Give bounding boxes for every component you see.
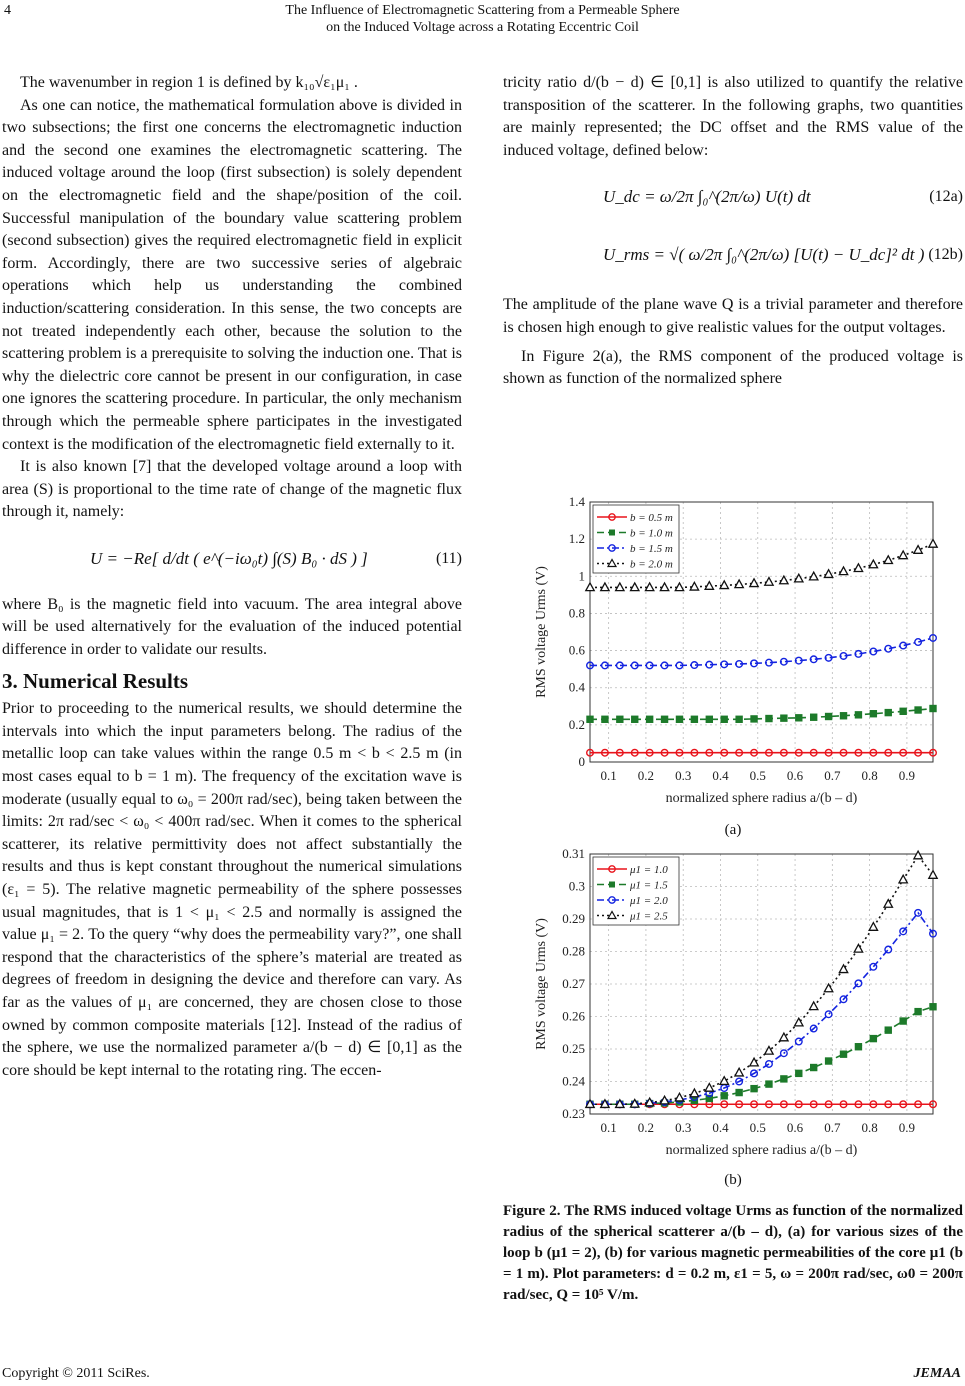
data-point — [914, 851, 922, 859]
series-line — [590, 910, 933, 1104]
series-line — [590, 709, 933, 720]
data-point — [617, 716, 623, 722]
data-point — [735, 580, 743, 588]
data-point — [855, 980, 862, 987]
y-tick-label: 0.27 — [562, 976, 585, 991]
data-point — [884, 556, 892, 564]
data-point — [929, 871, 937, 879]
paragraph: It is also known [7] that the developed voltage around a loop with area (S) is proportional to the time rate of change of the magnetic flux through it, namely: — [2, 458, 462, 521]
data-point — [855, 712, 861, 718]
copyright: Copyright © 2011 SciRes. — [2, 1366, 150, 1381]
data-point — [870, 711, 876, 717]
x-tick-label: 0.6 — [786, 1120, 804, 1135]
y-tick-label: 1.4 — [568, 494, 585, 509]
data-point — [765, 578, 773, 586]
data-point — [870, 1035, 876, 1041]
data-point — [766, 715, 772, 721]
data-point — [840, 1051, 846, 1057]
data-point — [929, 539, 937, 547]
data-point — [840, 713, 846, 719]
data-point — [930, 1004, 936, 1010]
data-point — [781, 1076, 787, 1082]
equation-number: (11) — [435, 549, 462, 567]
data-point — [646, 716, 652, 722]
y-tick-label: 1.2 — [568, 531, 585, 547]
figure-2b — [503, 842, 963, 1172]
x-tick-label: 0.5 — [749, 768, 766, 783]
legend-label: b = 2.0 m — [630, 558, 673, 571]
x-tick-label: 0.1 — [600, 1120, 617, 1135]
data-point — [750, 579, 758, 587]
paragraph: In Figure 2(a), the RMS component of the produced voltage is shown as function of the normalized sphere — [503, 347, 963, 388]
data-point — [809, 1002, 817, 1010]
data-point — [586, 583, 594, 591]
data-point — [825, 1058, 831, 1064]
data-point — [721, 716, 727, 722]
running-title-line2: on the Induced Voltage across a Rotating Eccentric Coil — [326, 20, 639, 35]
chart-a — [503, 490, 963, 820]
x-tick-label: 0.4 — [712, 768, 729, 783]
journal-name: JEMAA — [913, 1366, 961, 1381]
data-point — [795, 1018, 803, 1026]
data-point — [587, 716, 593, 722]
y-tick-label: 0.26 — [562, 1008, 585, 1024]
y-tick-label: 0.6 — [568, 642, 585, 658]
data-point — [869, 923, 877, 931]
x-tick-label: 0.9 — [898, 768, 916, 783]
y-tick-label: 0.3 — [568, 878, 585, 894]
legend-marker — [609, 530, 615, 536]
x-tick-label: 0.1 — [600, 768, 617, 783]
data-point — [751, 1085, 757, 1091]
data-point — [690, 1089, 698, 1097]
data-point — [781, 715, 787, 721]
figure-b-label: (b) — [724, 1172, 742, 1188]
x-tick-label: 0.3 — [675, 1120, 692, 1135]
x-tick-label: 0.2 — [637, 768, 655, 783]
data-point — [900, 1018, 906, 1024]
data-point — [736, 716, 742, 722]
x-tick-label: 0.7 — [824, 768, 841, 783]
equation-11 — [2, 534, 462, 588]
x-tick-label: 0.6 — [786, 768, 804, 783]
data-point — [795, 1038, 802, 1045]
legend-label: μ1 = 1.5 — [630, 879, 668, 892]
data-point — [795, 574, 803, 582]
data-point — [915, 707, 921, 713]
y-tick-label: 0.28 — [562, 943, 585, 959]
y-tick-label: 0.25 — [562, 1041, 585, 1056]
x-tick-label: 0.3 — [675, 768, 692, 783]
data-point — [796, 1070, 802, 1076]
data-point — [824, 570, 832, 578]
x-tick-label: 0.9 — [898, 1120, 916, 1135]
y-axis-label: RMS voltage Urms (V) — [534, 918, 549, 1050]
data-point — [780, 576, 788, 584]
legend-marker — [609, 882, 615, 888]
data-point — [751, 716, 757, 722]
figure-a-label: (a) — [724, 822, 742, 838]
legend-label: μ1 = 1.0 — [630, 864, 668, 876]
series-line — [590, 638, 933, 665]
data-point — [810, 714, 816, 720]
data-point — [825, 1011, 832, 1018]
x-tick-label: 0.8 — [861, 1120, 878, 1135]
data-point — [691, 716, 697, 722]
data-point — [632, 716, 638, 722]
series-line — [590, 1007, 933, 1105]
legend-label: b = 0.5 m — [630, 512, 673, 524]
data-point — [661, 716, 667, 722]
data-point — [839, 567, 847, 575]
x-tick-label: 0.4 — [712, 1120, 729, 1135]
x-tick-label: 0.5 — [749, 1120, 766, 1135]
x-axis-label: normalized sphere radius a/(b – d) — [665, 791, 858, 806]
y-tick-label: 0.29 — [562, 911, 585, 926]
x-tick-label: 0.8 — [861, 768, 878, 783]
legend-label: μ1 = 2.5 — [630, 910, 668, 923]
data-point — [766, 1081, 772, 1087]
data-point — [930, 705, 936, 711]
paragraph: As one can notice, the mathematical formulation above is divided in two subsections; the first one concerns the electromagnetic induction and the second one examines the electromagnetic scattering. The induced voltage around the loop (first subsection) is solely dependent on the electromagnetic field and the shape/position of the coil. Successful manipulation of the boundary value scattering problem (second subsection) gives the required electromagnetic field in explicit form. Accordingly, there are two successive series of algebraic operations which help us understanding the combined induction/scattering consideration. In this sense, the two concepts are not treated independently each other, because the solution to the scattering problem is a prerequisite to solving the induction one. That is why the dielectric core cannot be present in our configuration, in case one ignores the scattering procedure. In particular, the only mechanism through which the permeable sphere participates in the investigated context is the modification of the electromagnetic field externally to it. — [2, 96, 462, 453]
data-point — [705, 1084, 713, 1092]
data-point — [885, 1027, 891, 1033]
y-tick-label: 1 — [578, 568, 585, 584]
paragraph: where B₀ is the magnetic field into vacuum. The area integral above will be used alternatively for the evaluation of the induced potential difference in order to validate our results. — [2, 595, 462, 659]
paragraph: The amplitude of the plane wave Q is a trivial parameter and therefore is chosen high enough to give realistic values for the output voltages. — [503, 296, 963, 336]
y-tick-label: 0.23 — [562, 1106, 585, 1121]
data-point — [915, 1008, 921, 1014]
data-point — [855, 1044, 861, 1050]
equation-12b — [503, 230, 963, 284]
data-point — [869, 560, 877, 568]
right-column — [503, 72, 963, 391]
y-tick-label: 0.31 — [562, 846, 585, 861]
data-point — [750, 1058, 758, 1066]
figure-2a — [503, 490, 963, 820]
data-point — [900, 708, 906, 714]
data-point — [854, 564, 862, 572]
legend-label: b = 1.5 m — [630, 543, 673, 555]
data-point — [899, 875, 907, 883]
equation-12a — [503, 172, 963, 226]
data-point — [824, 984, 832, 992]
data-point — [854, 944, 862, 952]
section-title: 3. Numerical Results — [2, 668, 189, 693]
y-axis-label: RMS voltage Urms (V) — [534, 566, 549, 698]
x-axis-label: normalized sphere radius a/(b – d) — [665, 1143, 858, 1158]
data-point — [885, 946, 892, 953]
equation-text: U = −Re[ d/dt ( e^(−iω₀t) ∫(S) B₀ · dS ) ] — [90, 548, 368, 568]
figure-caption: Figure 2. The RMS induced voltage Urms as function of the normalized radius of the spherical scatterer a/(b – d), (a) for various sizes of the loop b (μ1 = 2), (b) for various magnetic permeabilities of the core μ1 (b = 1 m). Plot parameters: d = 0.2 m, ε1 = 5, ω = 200π rad/sec, ω0 = 200π rad/sec, Q = 10⁵ V/m. — [503, 1203, 963, 1303]
legend-label: μ1 = 2.0 — [630, 895, 668, 907]
data-point — [839, 965, 847, 973]
data-point — [796, 715, 802, 721]
data-point — [885, 709, 891, 715]
page-number: 4 — [4, 3, 11, 18]
left-column — [2, 72, 462, 1082]
data-point — [675, 1093, 683, 1101]
data-point — [899, 551, 907, 559]
data-point — [706, 716, 712, 722]
data-point — [736, 1089, 742, 1095]
data-point — [676, 716, 682, 722]
y-tick-label: 0.2 — [568, 716, 585, 732]
y-tick-label: 0.8 — [568, 605, 585, 621]
y-tick-label: 0.24 — [562, 1073, 585, 1089]
data-point — [810, 1064, 816, 1070]
data-point — [602, 716, 608, 722]
x-tick-label: 0.2 — [637, 1120, 655, 1135]
equation-number: (12a) — [929, 188, 963, 206]
equation-text: U_dc = ω/2π ∫₀^(2π/ω) U(t) dt — [603, 187, 811, 207]
paragraph: The wavenumber in region 1 is defined by k₁₀√ε₁μ₁ . — [20, 74, 358, 91]
paragraph: tricity ratio d/(b − d) ∈ [0,1] is also utilized to quantify the relative transposition of the scatterer. In the following graphs, two quantities are mainly represented; the DC offset and the RMS value of the induced voltage, defined below: — [503, 74, 963, 159]
data-point — [870, 963, 877, 970]
y-tick-label: 0 — [578, 754, 585, 769]
y-tick-label: 0.4 — [568, 679, 585, 695]
equation-text: U_rms = √( ω/2π ∫₀^(2π/ω) [U(t) − U_dc]² dt ) — [603, 245, 925, 265]
chart-b — [503, 842, 963, 1172]
legend-label: b = 1.0 m — [630, 527, 673, 540]
paragraph: Prior to proceeding to the numerical results, we should determine the intervals into which the input parameters belong. The radius of the metallic loop can take values within the range 0.5 m < b < 2.5 m (in most cases equal to b = 1 m). The frequency of the excitation wave is moderate (usually equal to ω₀ = 200π rad/sec), being taken between the limits: 2π rad/sec < ω₀ < 400π rad/sec. When it comes to the spherical scatterer, its relative permittivity does not affect substantially the results and thus is kept constant throughout the numerical simulations (ε₁ = 5). The relative magnetic permeability of the sphere possesses usual magnitudes, that is 1 < μ₁ < 2.5 and normally is assigned the value μ₁ = 2. To the query “why does the permeability vary?”, one shall respond that the characteristics of the sphere’s material are treated as degrees of freedom in designing the device and therefore can vary. As far as the values of μ₁ are concerned, they are chosen close to those owned by common composite materials [12]. Instead of the radius of the sphere, we use the normalized parameter a/(b − d) ∈ [0,1] as the core should be kept internal to the rotating ring. The eccen- — [2, 700, 462, 1079]
x-tick-label: 0.7 — [824, 1120, 841, 1135]
equation-number: (12b) — [928, 246, 963, 264]
running-title-line1: The Influence of Electromagnetic Scattering from a Permeable Sphere — [285, 3, 680, 18]
data-point — [735, 1068, 743, 1076]
data-point — [825, 713, 831, 719]
data-point — [720, 1077, 728, 1085]
data-point — [721, 1093, 727, 1099]
